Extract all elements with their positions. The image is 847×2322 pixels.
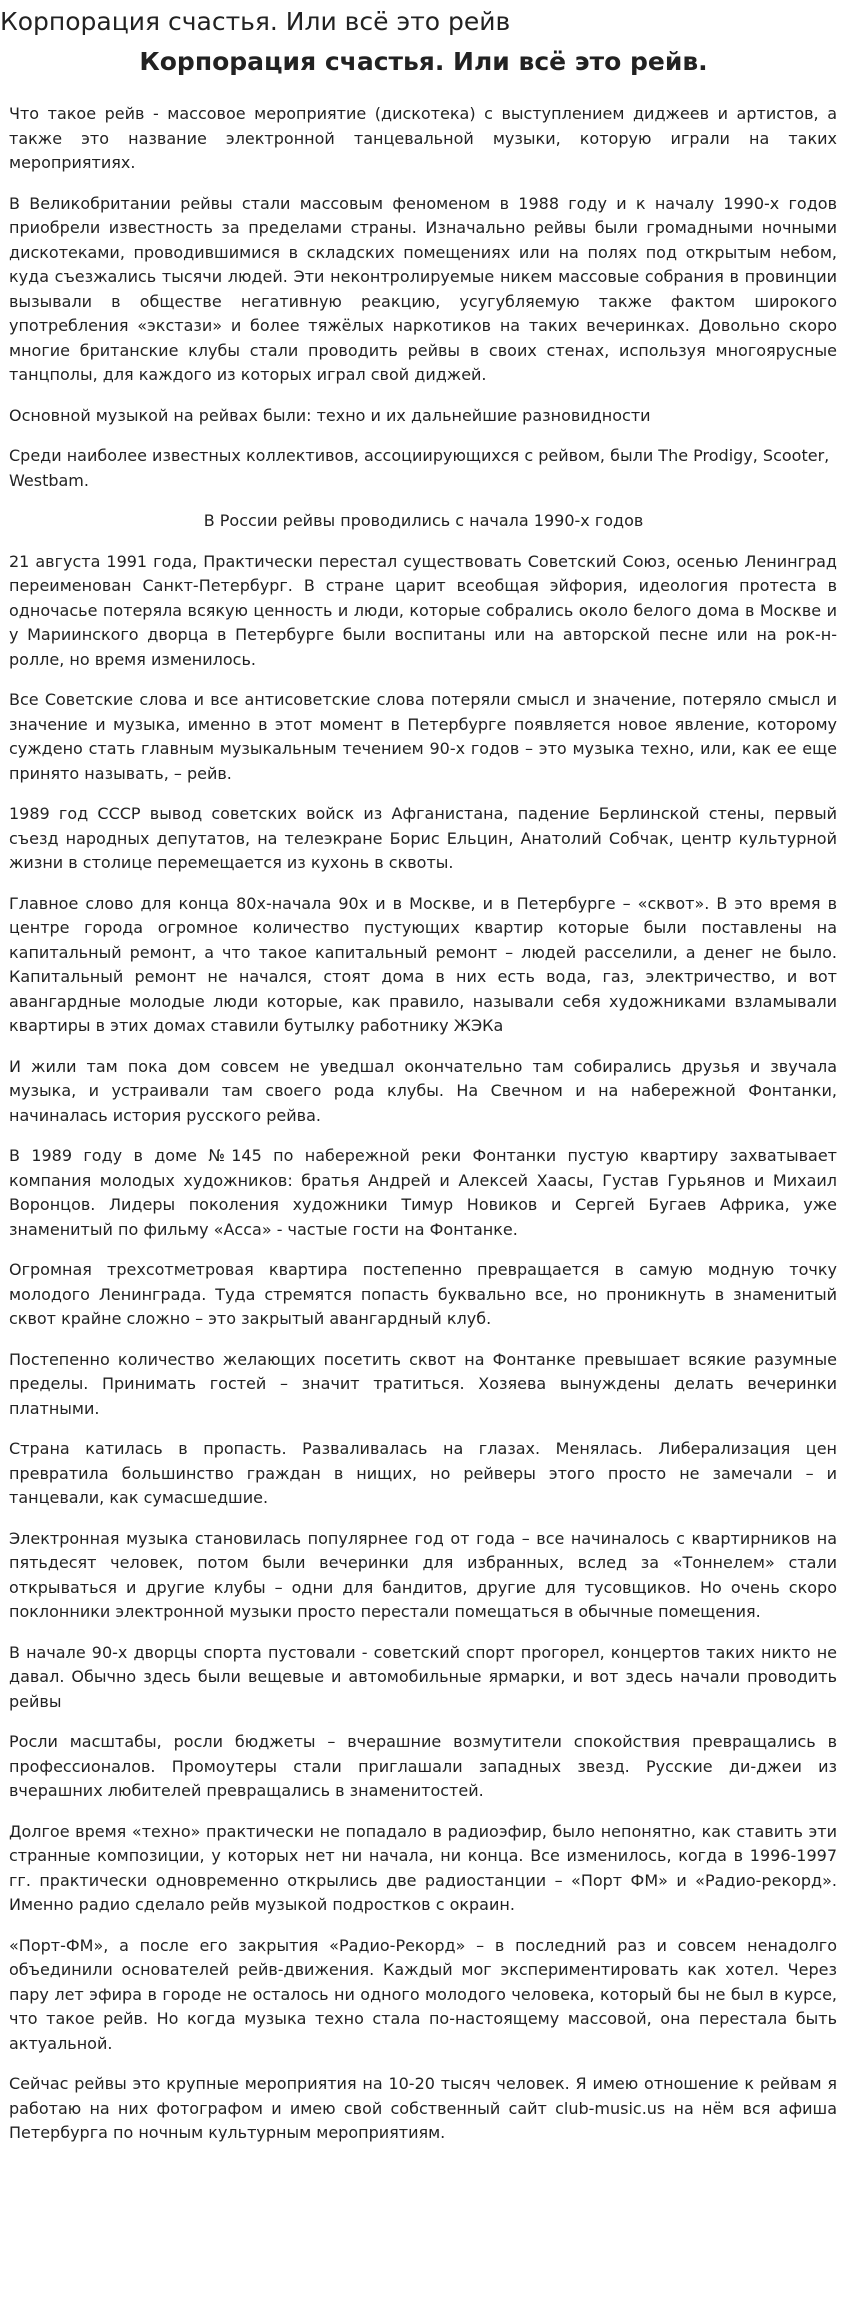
paragraph-centered: В России рейвы проводились с начала 1990-х годов <box>203 511 644 530</box>
paragraph: Среди наиболее известных коллективов, ассоциирующихся с рейвом, были The Prodigy, Scooter, Westbam. <box>9 446 830 490</box>
paragraph: Долгое время «техно» практически не попадало в радиоэфир, было непонятно, как ставить эти странные композиции, у которых нет ни начала, ни конца. Все изменилось, когда в 1996-1997 гг. практически одновременно открылись две радиостанции – «Порт ФМ» и «Радио-рекорд». Именно радио сделало рейв музыкой подростков с окраин. <box>9 1821 837 1914</box>
article-heading: Корпорация счастья. Или всё это рейв. <box>139 47 708 76</box>
paragraph: Росли масштабы, росли бюджеты – вчерашние возмутители спокойствия превращались в профессионалов. Промоутеры стали приглашали западных звезд. Русские ди-джеи из вчерашних любителей превращались в знаменитостей. <box>9 1732 837 1800</box>
paragraph: И жили там пока дом совсем не уведшал окончательно там собирались друзья и звучала музыка, и устраивали там своего рода клубы. На Свечном и на набережной Фонтанки, начиналась история русского рейва. <box>9 1056 837 1125</box>
paragraph: Электронная музыка становилась популярнее год от года – все начиналось с квартирников на пятьдесят человек, потом были вечеринки для избранных, вслед за «Тоннелем» стали открываться и другие клубы – одни для бандитов, другие для тусовщиков. Но очень скоро поклонники электронной музыки просто перестали помещаться в обычные помещения. <box>9 1528 837 1621</box>
paragraph: Все Советские слова и все антисоветские слова потеряли смысл и значение, потеряло смысл и значение и музыка, именно в этот момент в Петербурге появляется новое явление, которому суждено стать главным музыкальным течением 90-х годов – это музыка техно, или, как ее еще принято называть, – рейв. <box>9 690 837 783</box>
paragraph: Сейчас рейвы это крупные мероприятия на 10-20 тысяч человек. Я имею отношение к рейвам я работаю на них фотографом и имею свой собственный сайт club-music.us на нём вся афиша Петербурга по ночным культурным мероприятиям. <box>9 2074 837 2142</box>
paragraph: Основной музыкой на рейвах были: техно и их дальнейшие разновидности <box>9 405 651 425</box>
paragraph: В Великобритании рейвы стали массовым феноменом в 1988 году и к началу 1990-х годов приобрели известность за пределами страны. Изначально рейвы были громадными ночными дискотеками, проводившимися в складских помещениях или на полях под открытым небом, куда съезжались тысячи людей. Эти неконтролируемые никем массовые собрания в провинции вызывали в обществе негативную реакцию, усугубляемую также фактом широкого употребления «экстази» и более тяжёлых наркотиков на таких вечеринках. Довольно скоро многие британские клубы стали проводить рейвы в своих стенах, используя многоярусные танцполы, для каждого из которых играл свой диджей. <box>9 193 837 384</box>
paragraph: Страна катилась в пропасть. Разваливалась на глазах. Менялась. Либерализация цен превратила большинство граждан в нищих, но рейверы этого просто не замечали – и танцевали, как сумасшедшие. <box>9 1439 837 1507</box>
page-title: Корпорация счастья. Или всё это рейв <box>0 7 511 36</box>
paragraph: Огромная трехсотметровая квартира постепенно превращается в самую модную точку молодого Ленинграда. Туда стремятся попасть буквально все, но проникнуть в знаменитый сквот крайне сложно – это закрытый авангардный клуб. <box>9 1260 837 1328</box>
paragraph: Что такое рейв - массовое мероприятие (дискотека) с выступлением диджеев и артистов, а также это название электронной танцевальной музыки, которую играли на таких мероприятиях. <box>9 104 837 172</box>
paragraph: 1989 год СССР вывод советских войск из Афганистана, падение Берлинской стены, первый съезд народных депутатов, на телеэкране Борис Ельцин, Анатолий Собчак, центр культурной жизни в столице перемещается из кухонь в сквоты. <box>9 804 837 872</box>
paragraph: В 1989 году в доме №145 по набережной реки Фонтанки пустую квартиру захватывает компания молодых художников: братья Андрей и Алексей Хаасы, Густав Гурьянов и Михаил Воронцов. Лидеры поколения художники Тимур Новиков и Сергей Бугаев Африка, уже знаменитый по фильму «Асса» - частые гости на Фонтанке. <box>9 1146 837 1239</box>
paragraph: В начале 90-х дворцы спорта пустовали - советский спорт прогорел, концертов таких никто не давал. Обычно здесь были вещевые и автомобильные ярмарки, и вот здесь начали проводить рейвы <box>9 1642 837 1711</box>
paragraph: 21 августа 1991 года, Практически перестал существовать Советский Союз, осенью Ленинград переименован Санкт-Петербург. В стране царит всеобщая эйфория, идеология протеста в одночасье потеряла всякую ценность и люди, которые собрались около белого дома в Москве и у Мариинского дворца в Петербурге были воспитаны или на авторской песне или на рок-н-ролле, но время изменилось. <box>9 551 837 669</box>
paragraph: «Порт-ФМ», а после его закрытия «Радио-Рекорд» – в последний раз и совсем ненадолго объединили основателей рейв-движения. Каждый мог экспериментировать как хотел. Через пару лет эфира в городе не осталось ни одного молодого человека, который бы не был в курсе, что такое рейв. Но когда музыка техно стала по-настоящему массовой, она перестала быть актуальной. <box>9 1935 837 2053</box>
paragraph: Главное слово для конца 80х-начала 90х и в Москве, и в Петербурге – «сквот». В это время в центре города огромное количество пустующих квартир которые были поставлены на капитальный ремонт, а что такое капитальный ремонт – людей расселили, а денег не было. Капитальный ремонт не начался, стоят дома в них есть вода, газ, электричество, и вот авангардные молодые люди которые, как правило, называли себя художниками взламывали квартиры в этих домах ставили бутылку работнику ЖЭКа <box>9 893 837 1035</box>
paragraph: Постепенно количество желающих посетить сквот на Фонтанке превышает всякие разумные пределы. Принимать гостей – значит тратиться. Хозяева вынуждены делать вечеринки платными. <box>9 1349 837 1418</box>
